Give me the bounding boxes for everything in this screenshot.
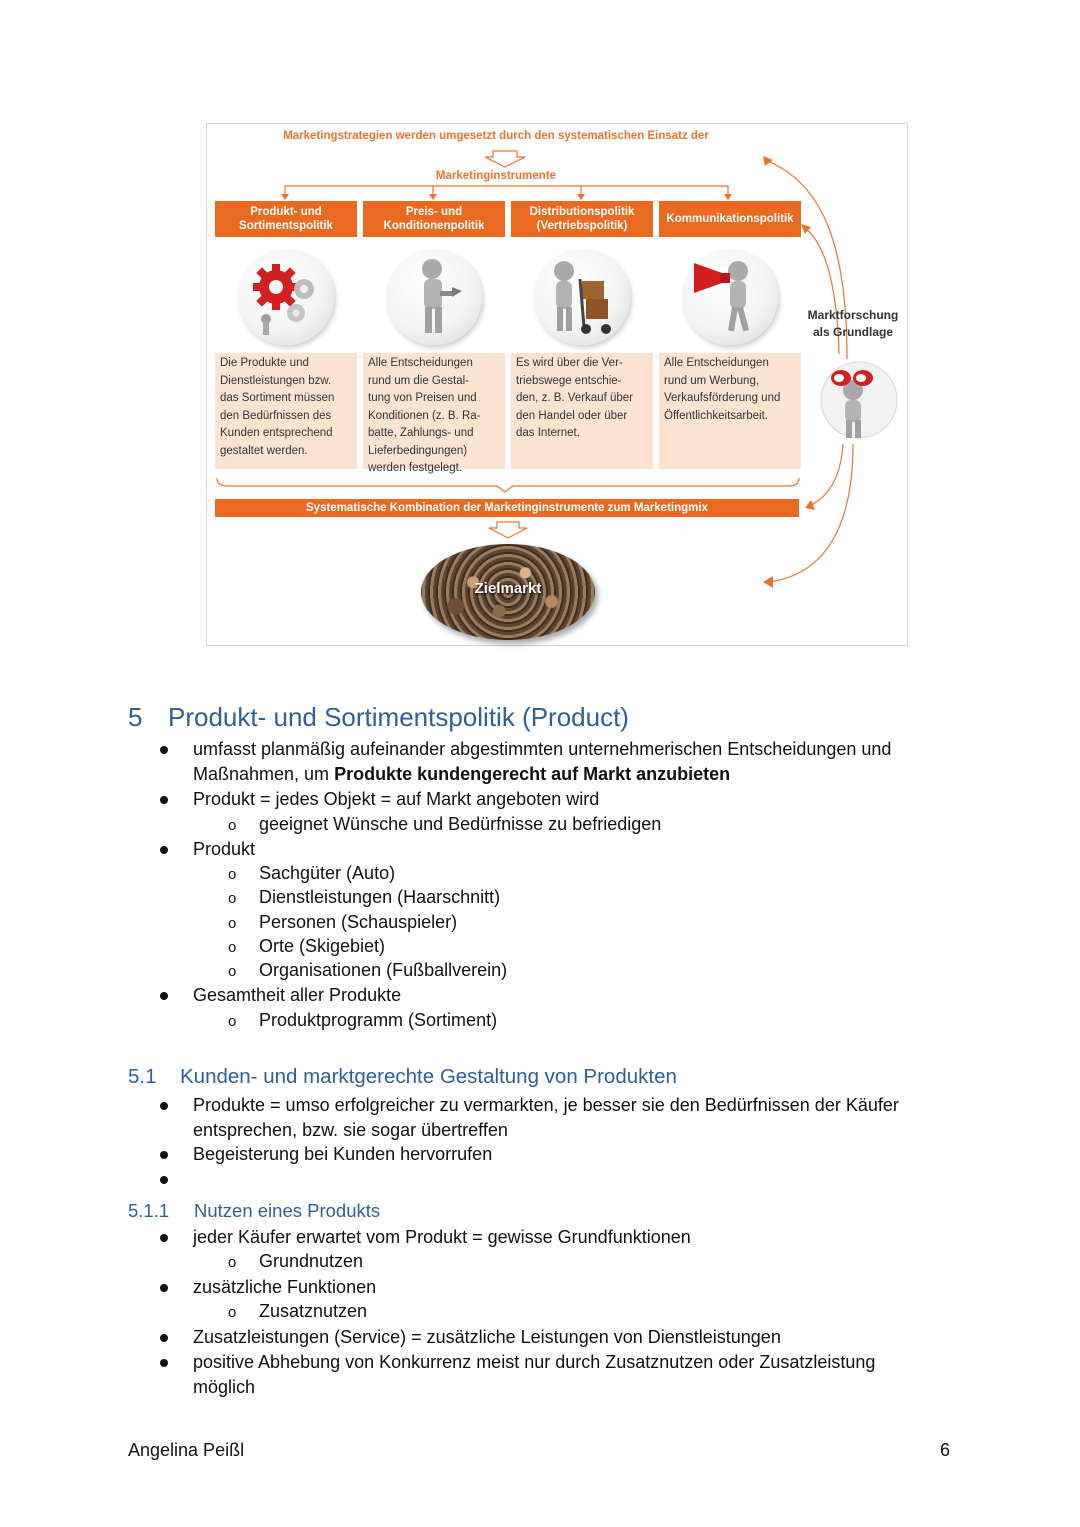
down-arrow-icon — [485, 151, 525, 167]
bullet-icon — [160, 992, 168, 1000]
sub-bullet-icon: o — [228, 963, 237, 980]
figure-top-line: Marketingstrategien werden umgesetzt durch den systematischen Einsatz der — [283, 130, 709, 142]
bullet-icon — [160, 846, 168, 854]
bullet-icon — [160, 1334, 168, 1342]
column-description: Alle Entscheidungen rund um Werbung, Verkaufsförderung und Öffentlichkeitsarbeit. — [659, 353, 801, 469]
figure-with-megaphone-icon — [682, 249, 778, 345]
combination-brace — [217, 478, 799, 492]
column-preispolitik — [363, 201, 505, 474]
sub-bullet-icon: o — [228, 915, 237, 932]
footer-page-number: 6 — [940, 1440, 951, 1460]
column-kommunikationspolitik — [659, 201, 801, 469]
section-5-1-1-heading: 5.1.1 Nutzen eines Produkts — [128, 1200, 381, 1221]
figure-with-binoculars-icon — [807, 356, 903, 440]
bullet-icon — [160, 746, 168, 754]
list-subitem: Organisationen (Fußballverein) — [259, 960, 508, 980]
column-header: Distributionspolitik (Vertriebspolitik) — [511, 201, 653, 237]
marketingmix-bar: Systematische Kombination der Marketinginstrumente zum Marketingmix — [215, 499, 799, 517]
sub-bullet-icon: o — [228, 1013, 237, 1030]
figure-instruments-label: Marketinginstrumente — [435, 170, 557, 182]
sub-bullet-icon: o — [228, 890, 237, 907]
list-subitem: Sachgüter (Auto) — [259, 863, 396, 883]
list-subitem: Grundnutzen — [259, 1251, 364, 1271]
bullet-icon — [160, 1102, 168, 1110]
column-description: Alle Entscheidungen rund um die Gestal- tung von Preisen und Konditionen (z. B. Ra- batte, Zahlungs- und Lieferbedingungen) werden festgelegt. — [363, 353, 505, 469]
sub-bullet-icon: o — [228, 817, 237, 834]
section-5-heading: 5 Produkt- und Sortimentspolitik (Product) — [128, 702, 629, 732]
list-item: jeder Käufer erwartet vom Produkt = gewisse Grundfunktionen — [193, 1227, 691, 1247]
list-subitem: Orte (Skigebiet) — [259, 936, 386, 956]
column-description: Die Produkte und Dienstleistungen bzw. das Sortiment müssen den Bedürfnissen des Kunden entsprechend gestaltet werden. — [215, 353, 357, 469]
bullet-icon — [160, 1234, 168, 1242]
list-item: positive Abhebung von Konkurrenz meist nur durch Zusatznutzen oder Zusatzleistung möglich — [193, 1352, 876, 1397]
column-distributionspolitik — [511, 201, 653, 469]
list-item: Gesamtheit aller Produkte — [193, 985, 402, 1005]
sub-bullet-icon: o — [228, 866, 237, 883]
column-description: Es wird über die Ver- triebswege entschie- den, z. B. Verkauf über den Handel oder über das Internet. — [511, 353, 653, 469]
zielmarkt-label: Zielmarkt — [474, 580, 542, 597]
list-subitem: Produktprogramm (Sortiment) — [259, 1010, 498, 1030]
bullet-icon — [160, 796, 168, 804]
footer-author: Angelina Peißl — [128, 1440, 245, 1460]
list-subitem: Dienstleistungen (Haarschnitt) — [259, 887, 501, 907]
bullet-icon — [160, 1151, 168, 1159]
bullet-icon — [160, 1284, 168, 1292]
gears-icon — [238, 249, 334, 345]
list-item: Zusatzleistungen (Service) = zusätzliche Leistungen von Dienstleistungen — [193, 1327, 781, 1347]
marketing-instruments-figure — [206, 123, 908, 646]
zielmarkt-crowd-image — [421, 544, 595, 640]
column-produktpolitik — [215, 201, 357, 469]
list-item: zusätzliche Funktionen — [193, 1277, 377, 1297]
list-item: Produkt — [193, 839, 256, 859]
section-5-1-heading: 5.1 Kunden- und marktgerechte Gestaltung von Produkten — [128, 1065, 677, 1088]
list-item: Begeisterung bei Kunden hervorrufen — [193, 1144, 493, 1164]
list-subitem: Personen (Schauspieler) — [259, 912, 458, 932]
list-subitem: Zusatznutzen — [259, 1301, 368, 1321]
list-item: Produkte = umso erfolgreicher zu vermarkten, je besser sie den Bedürfnissen der Käufer entsprechen, bzw. sie sogar übertreffen — [193, 1095, 899, 1140]
down-arrow-icon-2 — [489, 522, 527, 538]
sub-bullet-icon: o — [228, 939, 237, 956]
sub-bullet-icon: o — [228, 1304, 237, 1321]
sub-bullet-icon: o — [228, 1254, 237, 1271]
bullet-icon-empty — [160, 1176, 168, 1184]
bullet-icon — [160, 1359, 168, 1367]
marktforschung-label: Marktforschung als Grundlage — [807, 308, 899, 339]
column-header: Produkt- und Sortimentspolitik — [215, 201, 357, 237]
list-item: Produkt = jedes Objekt = auf Markt angeboten wird — [193, 789, 600, 809]
list-subitem: geeignet Wünsche und Bedürfnisse zu befriedigen — [259, 814, 662, 834]
figure-with-handtruck-icon — [534, 249, 630, 345]
figure-with-tag-icon — [386, 249, 482, 345]
curved-arrow-lower — [809, 444, 843, 506]
list-item: umfasst planmäßig aufeinander abgestimmten unternehmerischen Entscheidungen und Maßnahmen, um Produkte kundengerecht auf Markt anzubieten — [193, 739, 892, 784]
column-header: Preis- und Konditionenpolitik — [363, 201, 505, 237]
distribution-bracket — [285, 186, 728, 194]
column-header: Kommunikationspolitik — [659, 201, 801, 237]
